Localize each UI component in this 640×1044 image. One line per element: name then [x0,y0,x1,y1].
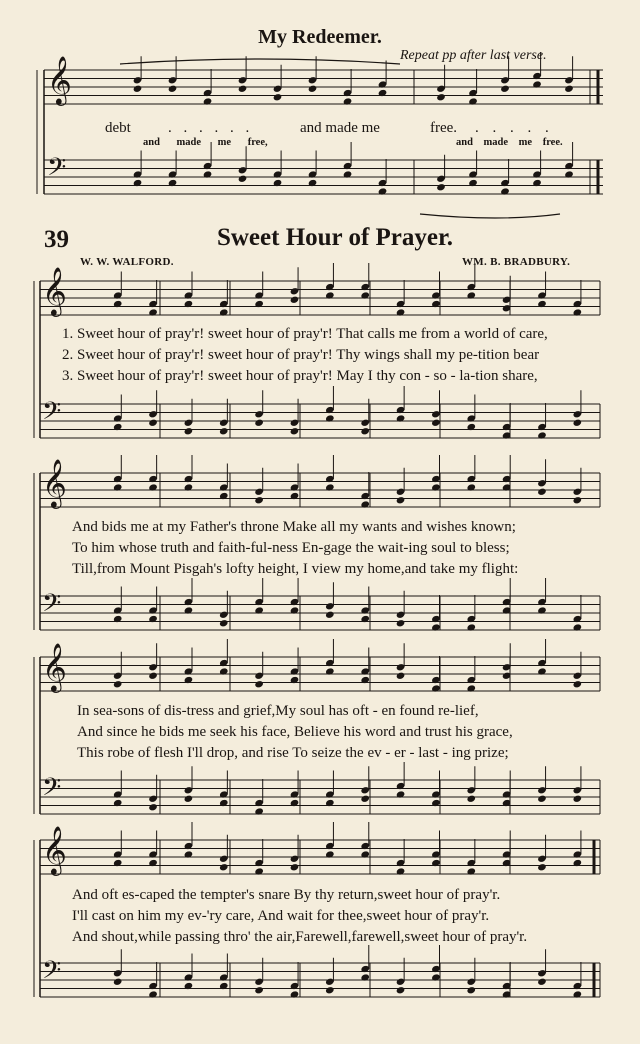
treble-clef: 𝄞 [42,642,67,691]
bass-3-note [573,795,583,803]
lyric-system3-verse3: This robe of flesh I'll drop, and rise To seize the ev - er - last - ing prize; [77,745,509,761]
bass-3-note [184,795,194,803]
top-treble-lyric-1: debt [105,120,131,136]
bass-clef: 𝄢 [42,773,62,808]
treble-3-note [573,680,583,688]
lyric-system4-verse3: And shout,while passing thro' the air,Farewell,farewell,sweet hour of pray'r. [72,929,528,945]
top-treble-note [308,85,318,93]
bass-1-note [431,419,441,427]
bass-4-note [254,986,264,994]
top-treble-end-note [436,93,446,101]
lyric-system3-verse1: In sea-sons of dis-tress and grief,My soul has oft - en found re-lief, [77,703,479,719]
top-bass-note [238,175,248,183]
bass-3-note [466,795,476,803]
bass-4-note [113,978,123,986]
top-bass-lyric-right: and made me free. [456,137,563,148]
treble-2-note [396,496,406,504]
top-treble-lyric-4: free. [430,120,458,136]
bass-2-note [325,611,335,619]
treble-3-note [113,680,123,688]
lyric-system1-verse3: 3. Sweet hour of pray'r! sweet hour of pray'r! May I thy con - so - la-tion share, [62,368,538,384]
top-treble-note [133,85,143,93]
bass-4-note [396,986,406,994]
bass-1-note [184,427,194,435]
bass-1-note [360,427,370,435]
top-treble-lyric-5: . . . . . [475,120,554,136]
tie [420,214,560,218]
lyric-system1-verse1: 1. Sweet hour of pray'r! sweet hour of pray'r! That calls me from a world of care, [62,326,548,342]
song-title-my-redeemer: My Redeemer. [258,26,382,48]
treble-3-note [396,672,406,680]
bass-3-note [148,803,158,811]
bass-1-note [219,427,229,435]
treble-1-note [290,296,300,304]
treble-clef: 𝄞 [42,266,67,315]
treble-4-note [537,863,547,871]
top-bass-end-note [436,183,446,191]
top-treble-note [168,85,178,93]
treble-2-note [537,488,547,496]
bass-1-note [254,419,264,427]
lyric-system4-verse2: I'll cast on him my ev-'ry care, And wait for thee,sweet hour of pray'r. [72,908,490,924]
bass-3-note [537,795,547,803]
bass-1-note [573,419,583,427]
bass-clef: 𝄢 [47,153,67,188]
bass-4-note [537,978,547,986]
bass-2-note [396,619,406,627]
lyric-system3-verse2: And since he bids me seek his face, Believe his word and trust his grace, [77,724,513,740]
top-treble-lyric-3: and made me [300,120,380,136]
bass-3-note [360,795,370,803]
repeat-instruction: Repeat pp after last verse. [400,48,547,63]
hymn-composer: WM. B. BRADBURY. [462,256,571,268]
hymn-title: Sweet Hour of Prayer. [216,224,454,251]
bass-4-note [466,986,476,994]
top-treble-note [238,85,248,93]
bass-clef: 𝄢 [42,589,62,624]
hymn-number: 39 [44,226,69,253]
bass-1-note [290,427,300,435]
bass-4-note [325,986,335,994]
top-treble-end-note [500,85,510,93]
treble-clef: 𝄞 [47,55,72,104]
bass-clef: 𝄢 [42,956,62,991]
lyric-system2-verse1: And bids me at my Father's throne Make all my wants and wishes known; [72,519,516,535]
treble-2-note [254,496,264,504]
treble-2-note [573,496,583,504]
top-bass-lyric-left: and made me free, [143,137,268,148]
bass-1-note [148,419,158,427]
treble-clef: 𝄞 [42,825,67,874]
lyric-system4-verse1: And oft es-caped the tempter's snare By thy return,sweet hour of pray'r. [72,887,501,903]
lyric-system2-verse2: To him whose truth and faith-ful-ness En-gage the wait-ing soul to bless; [72,540,510,556]
treble-3-note [254,680,264,688]
top-treble-note [273,93,283,101]
lyric-system1-verse2: 2. Sweet hour of pray'r! sweet hour of pray'r! Thy wings shall my pe-tition bear [62,347,540,363]
treble-4-note [219,863,229,871]
bass-clef: 𝄢 [42,397,62,432]
treble-4-note [290,863,300,871]
hymn-author: W. W. WALFORD. [80,256,174,268]
treble-clef: 𝄞 [42,458,67,507]
top-treble-end-note [564,85,574,93]
treble-3-note [148,672,158,680]
bass-2-note [219,619,229,627]
tie [120,59,400,64]
top-treble-lyric-2: . . . . . . [168,120,254,136]
lyric-system2-verse3: Till,from Mount Pisgah's lofty height, I view my home,and take my flight: [72,561,519,577]
